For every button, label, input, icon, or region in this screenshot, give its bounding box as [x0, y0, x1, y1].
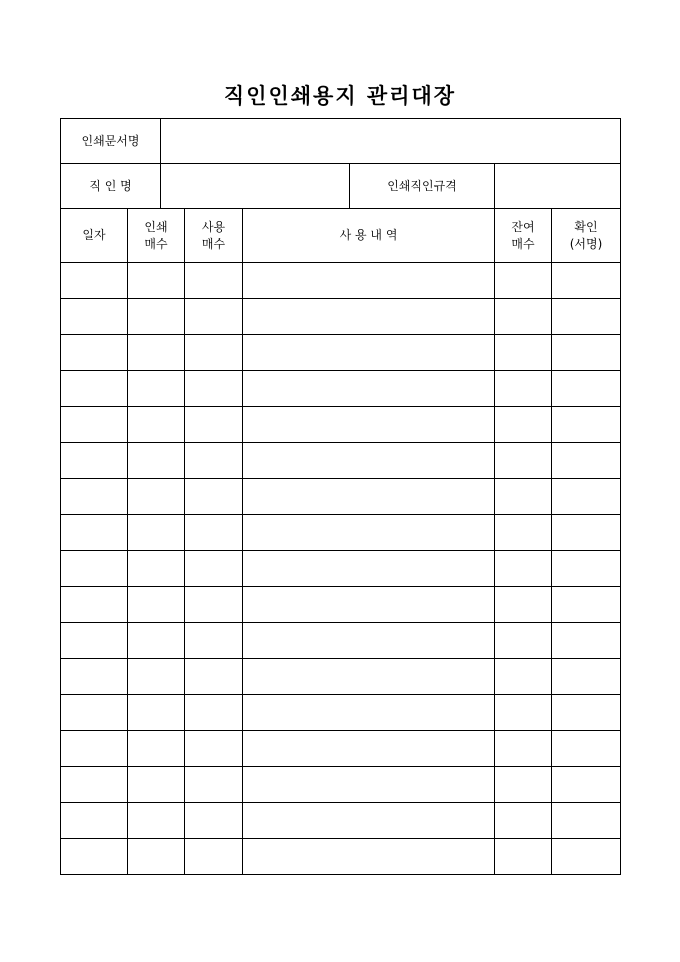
cell-use-count[interactable]: [185, 263, 243, 299]
cell-confirm[interactable]: [552, 767, 621, 803]
spec-field[interactable]: [495, 164, 621, 209]
table-row: [61, 479, 621, 515]
doc-name-label: 인쇄문서명: [61, 119, 161, 164]
cell-remaining[interactable]: [495, 299, 552, 335]
cell-confirm[interactable]: [552, 839, 621, 875]
table-row: [61, 587, 621, 623]
cell-date[interactable]: [61, 623, 128, 659]
cell-usage[interactable]: [243, 263, 495, 299]
table-row: [61, 839, 621, 875]
cell-confirm[interactable]: [552, 803, 621, 839]
cell-remaining[interactable]: [495, 263, 552, 299]
cell-use-count[interactable]: [185, 299, 243, 335]
cell-print-count[interactable]: [128, 695, 185, 731]
table-row: [61, 371, 621, 407]
cell-usage[interactable]: [243, 803, 495, 839]
cell-confirm[interactable]: [552, 731, 621, 767]
cell-print-count[interactable]: [128, 515, 185, 551]
cell-date[interactable]: [61, 839, 128, 875]
cell-remaining[interactable]: [495, 371, 552, 407]
cell-use-count[interactable]: [185, 803, 243, 839]
header-remaining-line1: 잔여: [511, 219, 535, 234]
cell-print-count[interactable]: [128, 335, 185, 371]
cell-usage[interactable]: [243, 767, 495, 803]
table-row: [61, 695, 621, 731]
cell-usage[interactable]: [243, 443, 495, 479]
table-row: [61, 731, 621, 767]
cell-confirm[interactable]: [552, 623, 621, 659]
cell-date[interactable]: [61, 299, 128, 335]
cell-print-count[interactable]: [128, 371, 185, 407]
header-use-count: [185, 209, 243, 263]
header-confirm-line1: 확인: [574, 219, 598, 234]
cell-usage[interactable]: [243, 335, 495, 371]
header-confirm: [552, 209, 621, 263]
cell-remaining[interactable]: [495, 767, 552, 803]
cell-print-count[interactable]: [128, 623, 185, 659]
cell-print-count[interactable]: [128, 731, 185, 767]
cell-remaining[interactable]: [495, 407, 552, 443]
cell-date[interactable]: [61, 371, 128, 407]
cell-use-count[interactable]: [185, 515, 243, 551]
cell-date[interactable]: [61, 659, 128, 695]
cell-remaining[interactable]: [495, 803, 552, 839]
cell-use-count[interactable]: [185, 551, 243, 587]
cell-confirm[interactable]: [552, 695, 621, 731]
cell-confirm[interactable]: [552, 479, 621, 515]
cell-usage[interactable]: [243, 299, 495, 335]
cell-usage[interactable]: [243, 623, 495, 659]
cell-print-count[interactable]: [128, 839, 185, 875]
cell-confirm[interactable]: [552, 443, 621, 479]
cell-print-count[interactable]: [128, 803, 185, 839]
cell-usage[interactable]: [243, 515, 495, 551]
cell-use-count[interactable]: [185, 443, 243, 479]
table-row: [61, 335, 621, 371]
cell-usage[interactable]: [243, 407, 495, 443]
header-confirm-line2: (서명): [569, 236, 603, 251]
cell-remaining[interactable]: [495, 839, 552, 875]
cell-date[interactable]: [61, 263, 128, 299]
cell-usage[interactable]: [243, 371, 495, 407]
cell-confirm[interactable]: [552, 659, 621, 695]
spec-label: 인쇄직인규격: [350, 164, 495, 209]
cell-confirm[interactable]: [552, 371, 621, 407]
table-row: [61, 263, 621, 299]
table-row: [61, 551, 621, 587]
seal-name-row: [61, 164, 621, 209]
doc-name-row: [61, 119, 621, 164]
header-print-count-line2: 매수: [144, 236, 168, 251]
cell-print-count[interactable]: [128, 443, 185, 479]
cell-use-count[interactable]: [185, 839, 243, 875]
cell-use-count[interactable]: [185, 407, 243, 443]
cell-remaining[interactable]: [495, 335, 552, 371]
cell-use-count[interactable]: [185, 335, 243, 371]
cell-date[interactable]: [61, 335, 128, 371]
header-usage: 사 용 내 역: [243, 209, 495, 263]
header-date: 일자: [61, 209, 128, 263]
page-title: 직인인쇄용지 관리대장: [223, 83, 457, 108]
cell-use-count[interactable]: [185, 659, 243, 695]
cell-print-count[interactable]: [128, 767, 185, 803]
seal-name-label: 직 인 명: [61, 164, 161, 209]
cell-confirm[interactable]: [552, 263, 621, 299]
table-row: [61, 443, 621, 479]
header-use-count-line2: 매수: [201, 236, 226, 251]
seal-name-field[interactable]: [161, 164, 350, 209]
table-row: [61, 515, 621, 551]
cell-use-count[interactable]: [185, 695, 243, 731]
cell-print-count[interactable]: [128, 479, 185, 515]
cell-date[interactable]: [61, 407, 128, 443]
cell-usage[interactable]: [243, 659, 495, 695]
cell-confirm[interactable]: [552, 335, 621, 371]
cell-remaining[interactable]: [495, 659, 552, 695]
cell-usage[interactable]: [243, 551, 495, 587]
cell-usage[interactable]: [243, 731, 495, 767]
cell-print-count[interactable]: [128, 299, 185, 335]
cell-use-count[interactable]: [185, 623, 243, 659]
cell-use-count[interactable]: [185, 731, 243, 767]
header-use-count-line1: 사용: [201, 219, 226, 234]
cell-remaining[interactable]: [495, 515, 552, 551]
table-row: [61, 299, 621, 335]
header-remaining-line2: 매수: [511, 236, 535, 251]
ledger-table: [60, 118, 621, 875]
cell-print-count[interactable]: [128, 263, 185, 299]
cell-usage[interactable]: [243, 839, 495, 875]
column-header-row: [61, 209, 621, 263]
cell-remaining[interactable]: [495, 551, 552, 587]
table-row: [61, 623, 621, 659]
cell-usage[interactable]: [243, 479, 495, 515]
cell-date[interactable]: [61, 731, 128, 767]
table-row: [61, 659, 621, 695]
header-remaining: [495, 209, 552, 263]
cell-usage[interactable]: [243, 587, 495, 623]
cell-print-count[interactable]: [128, 659, 185, 695]
header-print-count: [128, 209, 185, 263]
cell-use-count[interactable]: [185, 767, 243, 803]
cell-print-count[interactable]: [128, 551, 185, 587]
cell-confirm[interactable]: [552, 407, 621, 443]
table-row: [61, 407, 621, 443]
doc-name-field[interactable]: [161, 119, 621, 164]
cell-date[interactable]: [61, 479, 128, 515]
cell-confirm[interactable]: [552, 551, 621, 587]
table-row: [61, 803, 621, 839]
cell-print-count[interactable]: [128, 407, 185, 443]
cell-usage[interactable]: [243, 695, 495, 731]
cell-use-count[interactable]: [185, 479, 243, 515]
cell-remaining[interactable]: [495, 479, 552, 515]
cell-use-count[interactable]: [185, 587, 243, 623]
cell-remaining[interactable]: [495, 443, 552, 479]
cell-confirm[interactable]: [552, 515, 621, 551]
header-print-count-line1: 인쇄: [144, 219, 168, 234]
cell-date[interactable]: [61, 551, 128, 587]
table-row: [61, 767, 621, 803]
cell-date[interactable]: [61, 587, 128, 623]
cell-date[interactable]: [61, 443, 128, 479]
cell-remaining[interactable]: [495, 731, 552, 767]
cell-remaining[interactable]: [495, 695, 552, 731]
cell-date[interactable]: [61, 695, 128, 731]
cell-date[interactable]: [61, 803, 128, 839]
cell-remaining[interactable]: [495, 587, 552, 623]
cell-date[interactable]: [61, 515, 128, 551]
cell-confirm[interactable]: [552, 587, 621, 623]
cell-print-count[interactable]: [128, 587, 185, 623]
cell-date[interactable]: [61, 767, 128, 803]
cell-remaining[interactable]: [495, 623, 552, 659]
cell-confirm[interactable]: [552, 299, 621, 335]
cell-use-count[interactable]: [185, 371, 243, 407]
